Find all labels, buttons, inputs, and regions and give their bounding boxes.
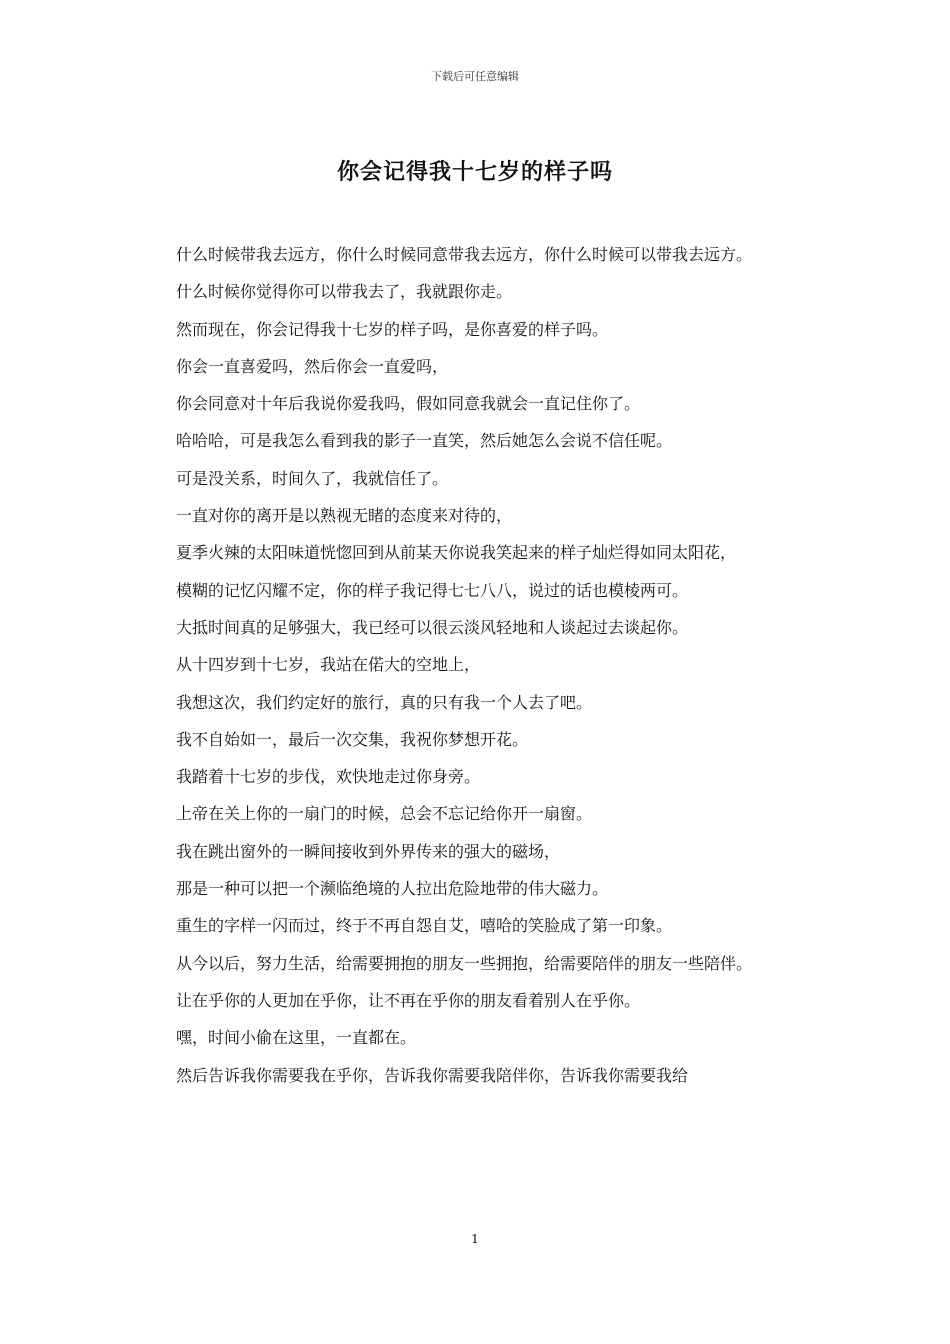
paragraph: 从今以后，努力生活，给需要拥抱的朋友一些拥抱，给需要陪伴的朋友一些陪伴。 xyxy=(176,953,753,973)
header-note: 下载后可任意编辑 xyxy=(431,70,519,83)
paragraph: 那是一种可以把一个濒临绝境的人拉出危险地带的伟大磁力。 xyxy=(176,879,609,899)
document-title: 你会记得我十七岁的样子吗 xyxy=(336,159,613,185)
paragraph: 你会同意对十年后我说你爱我吗，假如同意我就会一直记住你了。 xyxy=(176,394,641,414)
paragraph: 我踏着十七岁的步伐，欢快地走过你身旁。 xyxy=(176,767,481,787)
paragraph: 重生的字样一闪而过，终于不再自怨自艾，嘻哈的笑脸成了第一印象。 xyxy=(176,916,673,936)
paragraph: 我在跳出窗外的一瞬间接收到外界传来的强大的磁场， xyxy=(176,841,561,861)
paragraph: 然后告诉我你需要我在乎你，告诉我你需要我陪伴你，告诉我你需要我给 xyxy=(176,1065,689,1085)
paragraph: 模糊的记忆闪耀不定，你的样子我记得七七八八，说过的话也模棱两可。 xyxy=(176,580,689,600)
paragraph: 从十四岁到十七岁，我站在偌大的空地上， xyxy=(176,655,481,675)
paragraph: 你会一直喜爱吗，然后你会一直爱吗， xyxy=(176,356,449,376)
paragraph: 什么时候你觉得你可以带我去了，我就跟你走。 xyxy=(176,282,513,302)
document-body xyxy=(144,236,808,1094)
paragraph: 然而现在，你会记得我十七岁的样子吗，是你喜爱的样子吗。 xyxy=(176,319,609,339)
paragraph: 上帝在关上你的一扇门的时候，总会不忘记给你开一扇窗。 xyxy=(176,804,593,824)
paragraph: 什么时候带我去远方，你什么时候同意带我去远方，你什么时候可以带我去远方。 xyxy=(176,245,753,264)
paragraph: 可是没关系，时间久了，我就信任了。 xyxy=(176,468,449,488)
page-number: 1 xyxy=(471,1232,479,1246)
paragraph: 哈哈哈，可是我怎么看到我的影子一直笑，然后她怎么会说不信任呢。 xyxy=(176,431,673,451)
paragraph: 我想这次，我们约定好的旅行，真的只有我一个人去了吧。 xyxy=(176,692,593,712)
paragraph: 夏季火辣的太阳味道恍惚回到从前某天你说我笑起来的样子灿烂得如同太阳花， xyxy=(176,543,737,563)
paragraph: 一直对你的离开是以熟视无睹的态度来对待的， xyxy=(176,506,513,526)
paragraph: 大抵时间真的足够强大，我已经可以很云淡风轻地和人谈起过去谈起你。 xyxy=(176,617,689,637)
paragraph: 嘿，时间小偷在这里，一直都在。 xyxy=(176,1028,417,1048)
paragraph: 让在乎你的人更加在乎你，让不再在乎你的朋友看着别人在乎你。 xyxy=(176,990,641,1010)
paragraph: 我不自始如一，最后一次交集，我祝你梦想开花。 xyxy=(176,729,529,749)
